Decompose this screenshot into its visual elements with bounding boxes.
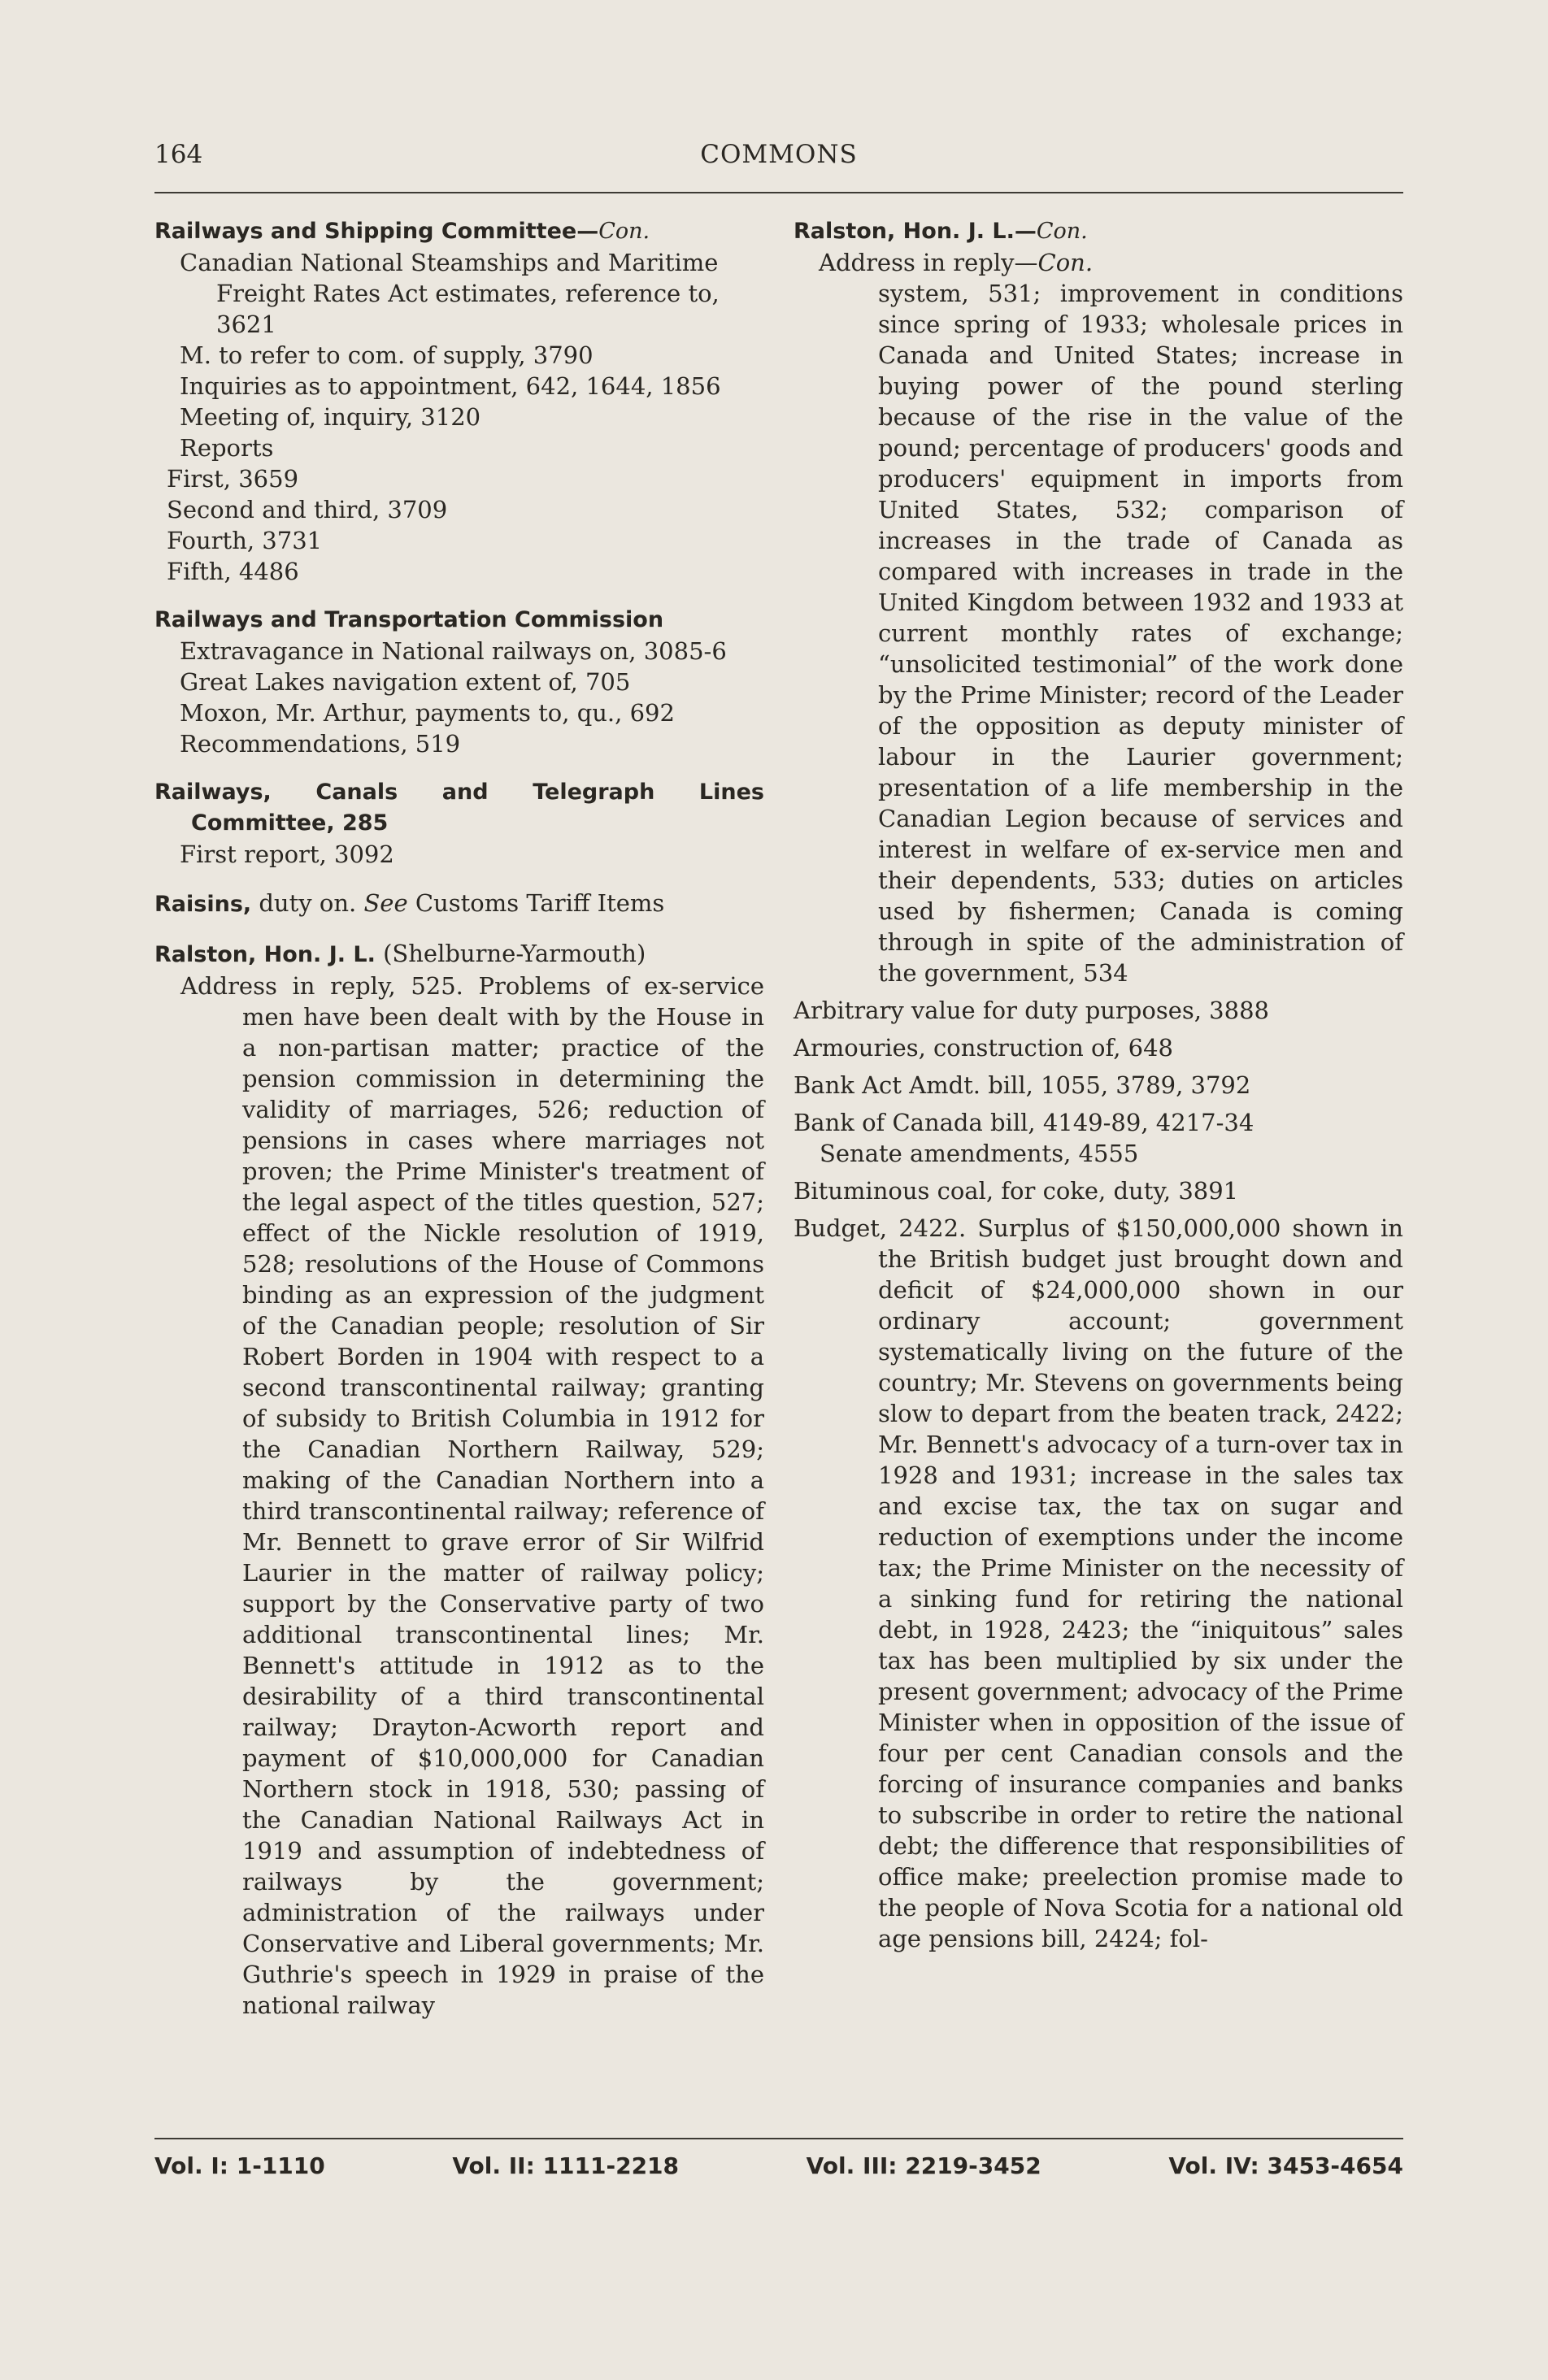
volume-footer [154, 2152, 1403, 2179]
entry-line: Inquiries as to appointment, 642, 1644, 1856 [180, 372, 721, 400]
entry-line: First, 3659 [167, 465, 299, 493]
entry-line: Meeting of, inquiry, 3120 [180, 403, 481, 431]
entry-line: Fourth, 3731 [167, 527, 323, 554]
entry-heading: Ralston, Hon. J. L. (Shelburne-Yarmouth) [154, 940, 646, 967]
entry-heading: Raisins, duty on. See Customs Tariff Items [154, 889, 665, 917]
page-header [154, 140, 1403, 176]
entry-line: Moxon, Mr. Arthur, payments to, qu., 692 [180, 699, 675, 727]
entry-line: Fifth, 4486 [167, 558, 299, 585]
left-column [154, 216, 764, 2039]
entry-line: Bank Act Amdt. bill, 1055, 3789, 3792 [794, 1071, 1251, 1099]
entry-railways-transportation [154, 605, 764, 759]
entry-line: Second and third, 3709 [167, 496, 448, 523]
entry-line: Address in reply—Con. [819, 249, 1094, 276]
entry-line: M. to refer to com. of supply, 3790 [180, 341, 594, 369]
entry-line: Bituminous coal, for coke, duty, 3891 [794, 1177, 1239, 1205]
entry-line: Great Lakes navigation extent of, 705 [180, 668, 631, 696]
entry-text: Address in reply, 525. Problems of ex-service men have been dealt with by the House in a non-partisan matter; practice of the pension commission in determining the validity of marriages, 526; reduction of pensions in cases where marriages not proven; the Prime Minister's treatment of the legal aspect of the titles question, 527; effect of the Nickle resolution of 1919, 528; resolutions of the House of Commons binding as an expression of the judgment of the Canadian people; resolution of Sir Robert Borden in 1904 with respect to a second transcontinental railway; granting of subsidy to British Columbia in 1912 for the Canadian Northern Railway, 529; making of the Canadian Northern into a third transcontinental railway; reference of Mr. Bennett to grave error of Sir Wilfrid Laurier in the matter of railway policy; support by the Conservative party of two additional transcontinental lines; Mr. Bennett's attitude in 1912 as to the desirability of a third transcontinental railway; Drayton-Acworth report and payment of $10,000,000 for Canadian Northern stock in 1918, 530; passing of the Canadian National Railways Act in 1919 and assumption of indebtedness of railways by the government; administration of the railways under Conservative and Liberal governments; Mr. Guthrie's speech in 1929 in praise of the national railway [180, 972, 764, 2019]
running-title: COMMONS [700, 140, 858, 169]
entry-heading: Railways and Transportation Commission [154, 607, 664, 632]
entry-line: Senate amendments, 4555 [820, 1140, 1139, 1167]
entry-line: Reports [180, 434, 274, 462]
right-column [794, 216, 1403, 1954]
entry-line: Canadian National Steamships and Maritime Freight Rates Act estimates, reference to, 3621 [180, 249, 720, 338]
entry-text: system, 531; improvement in conditions since spring of 1933; wholesale prices in Canada and United States; increase in buying power of the pound sterling because of the rise in the value of the pound; percentage of producers' goods and producers' equipment in imports from United States, 532; comparison of increases in the trade of Canada as compared with increases in trade in the United Kingdom between 1932 and 1933 at current monthly rates of exchange; “unsolicited testimonial” of the work done by the Prime Minister; record of the Leader of the opposition as deputy minister of labour in the Laurier government; presentation of a life membership in the Canadian Legion because of services and interest in welfare of ex-service men and their dependents, 533; duties on articles used by fishermen; Canada is coming through in spite of the administration of the government, 534 [878, 280, 1403, 987]
entry-line: Bank of Canada bill, 4149-89, 4217-34 [794, 1109, 1254, 1136]
volume-range: Vol. II: 1111-2218 [452, 2152, 680, 2179]
entry-budget: Budget, 2422. Surplus of $150,000,000 shown in the British budget just brought down and deficit of $24,000,000 shown in our ordinary account; government systematically living on the future of the country; Mr. Stevens on governments being slow to depart from the beaten track, 2422; Mr. Bennett's advocacy of a turn-over tax in 1928 and 1931; increase in the sales tax and excise tax, the tax on sugar and reduction of exemptions under the income tax; the Prime Minister on the necessity of a sinking fund for retiring the national debt, in 1928, 2423; the “iniquitous” sales tax has been multiplied by six under the present government; advocacy of the Prime Minister when in opposition of the issue of four per cent Canadian consols and the forcing of insurance companies and banks to subscribe in order to retire the national debt; the difference that responsibilities of office make; preelection promise made to the people of Nova Scotia for a national old age pensions bill, 2424; fol- [794, 1214, 1403, 1952]
entry-railways-shipping [154, 216, 764, 587]
entry-line: First report, 3092 [180, 840, 394, 868]
entry-line: Extravagance in National railways on, 3085-6 [180, 637, 727, 665]
entry-railways-canals [154, 777, 764, 870]
entry-line: Recommendations, 519 [180, 730, 461, 758]
entry-raisins [154, 888, 764, 920]
entry-line: Arbitrary value for duty purposes, 3888 [794, 997, 1269, 1024]
bottom-rule [154, 2138, 1403, 2139]
volume-range: Vol. I: 1-1110 [154, 2152, 325, 2179]
volume-range: Vol. IV: 3453-4654 [1168, 2152, 1403, 2179]
top-rule [154, 192, 1403, 193]
page-number: 164 [154, 140, 203, 169]
volume-range: Vol. III: 2219-3452 [806, 2152, 1041, 2179]
entry-ralston-continued [794, 216, 1403, 988]
entry-heading: Ralston, Hon. J. L.—Con. [794, 219, 1088, 244]
entry-heading: Railways, Canals and Telegraph Lines Committee, 285 [154, 780, 764, 836]
entry-line: Armouries, construction of, 648 [794, 1034, 1173, 1062]
entry-ralston [154, 938, 764, 2021]
entry-heading: Railways and Shipping Committee—Con. [154, 219, 650, 244]
